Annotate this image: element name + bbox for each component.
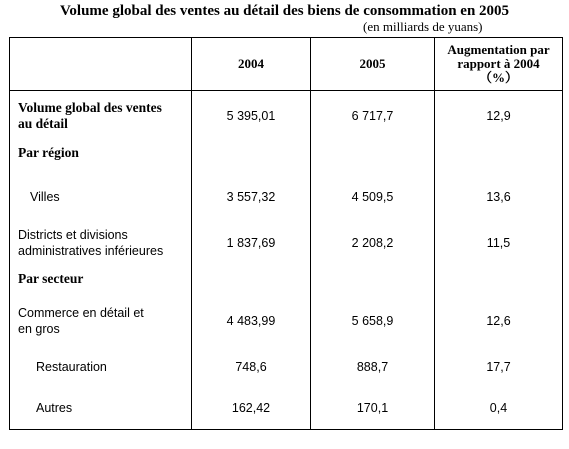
table-row xyxy=(10,223,563,263)
row-label xyxy=(10,141,192,171)
row-label-line: Villes xyxy=(30,189,60,204)
table-row xyxy=(10,295,563,347)
cell-2005: 4 509,5 xyxy=(311,171,435,223)
cell-2005: 170,1 xyxy=(311,387,435,430)
header-2005: 2005 xyxy=(311,38,435,91)
table-row xyxy=(10,387,563,430)
row-label-line: au détail xyxy=(18,115,68,131)
table-title: Volume global des ventes au détail des biens de consommation en 2005 xyxy=(59,3,510,19)
cell-2005 xyxy=(311,141,435,171)
row-label-line: Districts et divisions xyxy=(18,227,128,242)
cell-augmentation xyxy=(435,263,563,295)
row-label-line: Autres xyxy=(36,400,73,415)
header-augmentation xyxy=(435,38,563,91)
cell-2004: 4 483,99 xyxy=(192,295,311,347)
header-augmentation-line-2: rapport à 2004 xyxy=(457,56,540,71)
row-label-line: en gros xyxy=(18,321,60,336)
header-corner xyxy=(10,38,192,91)
row-label xyxy=(10,91,192,141)
cell-2005 xyxy=(311,263,435,295)
table-row xyxy=(10,263,563,295)
header-augmentation-line-1: Augmentation par xyxy=(447,42,550,57)
cell-2004 xyxy=(192,263,311,295)
cell-2005: 6 717,7 xyxy=(311,91,435,141)
sales-table xyxy=(9,37,563,430)
row-label xyxy=(10,295,192,347)
row-label xyxy=(10,263,192,295)
row-label xyxy=(10,347,192,387)
cell-2004: 748,6 xyxy=(192,347,311,387)
unit-note: (en milliards de yuans) xyxy=(363,19,483,34)
cell-2005: 5 658,9 xyxy=(311,295,435,347)
cell-2004 xyxy=(192,141,311,171)
cell-2005: 888,7 xyxy=(311,347,435,387)
cell-augmentation xyxy=(435,141,563,171)
cell-2004: 3 557,32 xyxy=(192,171,311,223)
cell-2005: 2 208,2 xyxy=(311,223,435,263)
cell-augmentation: 17,7 xyxy=(435,347,563,387)
cell-augmentation: 11,5 xyxy=(435,223,563,263)
row-label-line: Volume global des ventes xyxy=(18,99,162,115)
cell-2004: 5 395,01 xyxy=(192,91,311,141)
table-row xyxy=(10,347,563,387)
table-row xyxy=(10,91,563,141)
cell-augmentation: 12,9 xyxy=(435,91,563,141)
cell-augmentation: 0,4 xyxy=(435,387,563,430)
header-2004: 2004 xyxy=(192,38,311,91)
row-label-line: Commerce en détail et xyxy=(18,305,144,320)
row-label xyxy=(10,387,192,430)
header-augmentation-line-3: （%） xyxy=(478,70,518,85)
row-label-line: Par secteur xyxy=(18,270,84,286)
table-row xyxy=(10,141,563,171)
row-label-line: Restauration xyxy=(36,359,107,374)
row-label xyxy=(10,223,192,263)
header-row xyxy=(10,38,563,91)
row-label-line: administratives inférieures xyxy=(18,243,164,258)
row-label xyxy=(10,171,192,223)
cell-augmentation: 13,6 xyxy=(435,171,563,223)
cell-augmentation: 12,6 xyxy=(435,295,563,347)
table-row xyxy=(10,171,563,223)
cell-2004: 1 837,69 xyxy=(192,223,311,263)
cell-2004: 162,42 xyxy=(192,387,311,430)
row-label-line: Par région xyxy=(18,144,79,160)
